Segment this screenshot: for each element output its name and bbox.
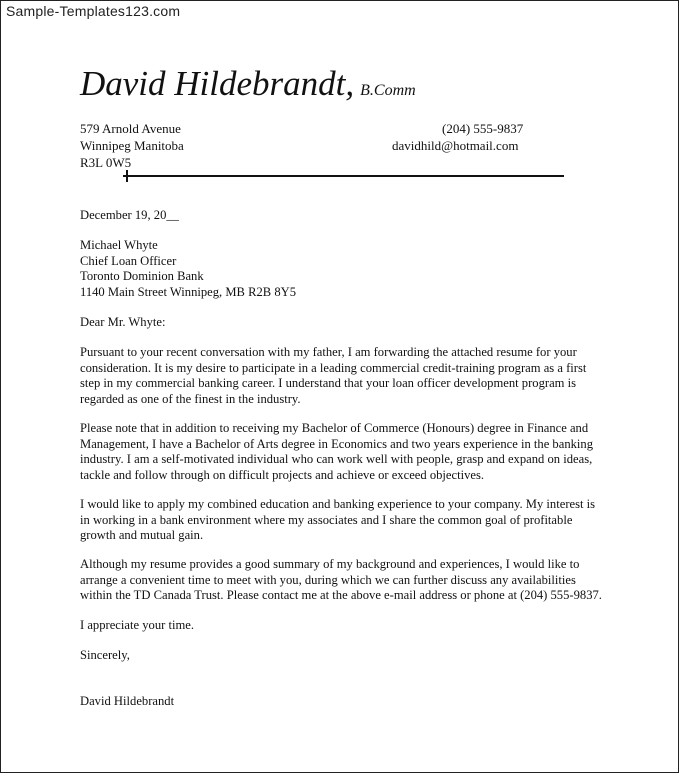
paragraph-line: tackle and follow through on difficult projects and achieve or exceed objectives. (80, 467, 485, 482)
recipient-name: Michael Whyte (80, 238, 158, 252)
paragraph-line: industry. I am a self-motivated individual who can work well with people, grasp and expand on ideas, (80, 452, 593, 466)
paragraph-line: step in my commercial banking career. I understand that your loan officer development program is (80, 376, 577, 390)
sender-phone: (204) 555-9837 (442, 121, 524, 136)
paragraph-2 (80, 421, 610, 483)
paragraph-line: Management, I have a Bachelor of Arts degree in Economics and two years experience in the banking (80, 436, 594, 451)
signoff: Sincerely, (80, 648, 130, 662)
recipient-block (80, 238, 610, 300)
sender-name-heading (80, 64, 416, 104)
paragraph-line: I would like to apply my combined education and banking experience to your company. My interest is (80, 497, 596, 511)
paragraph-line: growth and mutual gain. (80, 528, 204, 542)
header-divider (123, 175, 564, 177)
recipient-company: Toronto Dominion Bank (80, 269, 204, 283)
paragraph-4 (80, 557, 610, 604)
sender-credential: B.Comm (360, 82, 416, 99)
address-line-3: R3L 0W5 (80, 155, 132, 170)
header-divider-tick (126, 170, 128, 182)
salutation: Dear Mr. Whyte: (80, 315, 166, 329)
paragraph-line: Please note that in addition to receiving my Bachelor of Commerce (Honours) degree in Finance and (80, 421, 589, 435)
paragraph-line: Although my resume provides a good summary of my background and experiences, I would like to (80, 557, 580, 571)
recipient-title: Chief Loan Officer (80, 253, 177, 268)
paragraph-3 (80, 497, 610, 544)
address-line-2: Winnipeg Manitoba (80, 138, 184, 153)
paragraph-line: in working in a bank environment where my associates and I share the common goal of profitable (80, 512, 573, 527)
sender-email: davidhild@hotmail.com (392, 138, 519, 153)
recipient-address: 1140 Main Street Winnipeg, MB R2B 8Y5 (80, 284, 297, 299)
letter-date: December 19, 20__ (80, 208, 179, 222)
signature-name: David Hildebrandt (80, 694, 175, 708)
address-line-1: 579 Arnold Avenue (80, 121, 181, 136)
closing-line: I appreciate your time. (80, 618, 194, 632)
sender-name: David Hildebrandt, (80, 64, 355, 103)
paragraph-line: Pursuant to your recent conversation with my father, I am forwarding the attached resume for your (80, 345, 577, 359)
paragraph-1 (80, 345, 610, 407)
watermark: Sample-Templates123.com (6, 3, 181, 19)
paragraph-line: consideration. It is my desire to participate in a leading commercial credit-training program as a first (80, 360, 587, 375)
paragraph-line: within the TD Canada Trust. Please contact me at the above e-mail address or phone at (204) 555-9837. (80, 588, 602, 602)
paragraph-line: arrange a convenient time to meet with you, during which we can further discuss any availabilities (80, 572, 576, 587)
paragraph-line: regarded as one of the finest in the industry. (80, 391, 301, 406)
